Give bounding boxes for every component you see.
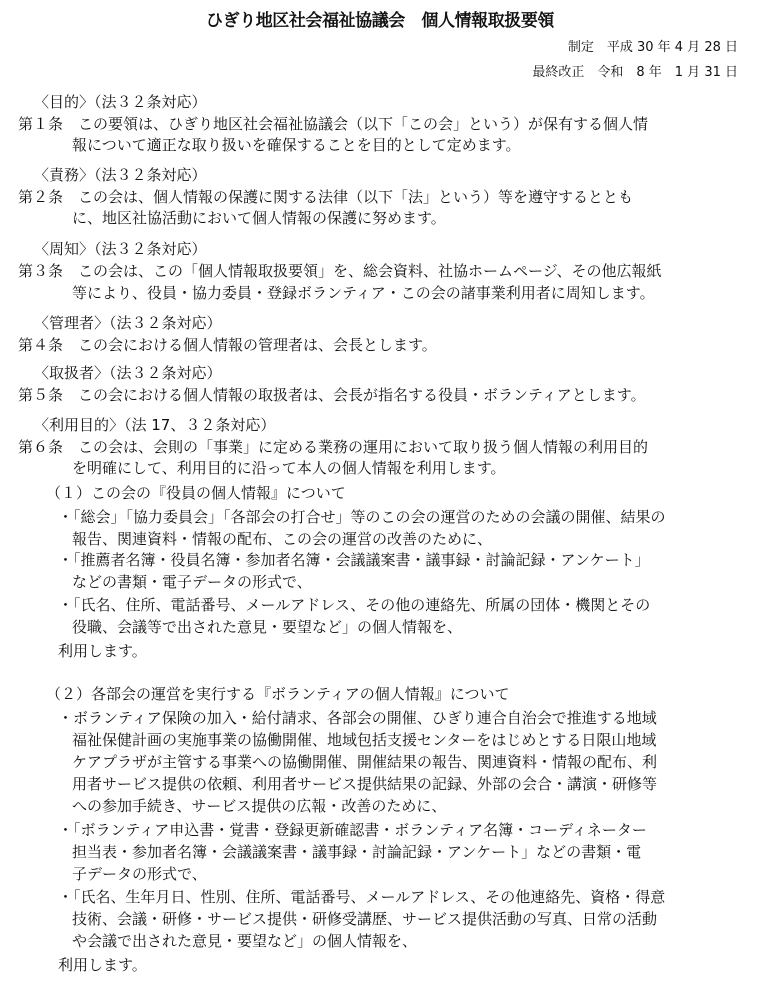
- article-heading: 〈管理者〉（法３２条対応）: [34, 314, 222, 332]
- article-text: 第３条 この会は、この「個人情報取扱要領」を、総会資料、社協ホームページ、その他広報紙: [18, 262, 662, 280]
- article-heading: 〈目的〉（法３２条対応）: [34, 93, 207, 111]
- article-text: を明確にして、利用目的に沿って本人の個人情報を利用します。: [72, 459, 506, 477]
- article-text: に、地区社協活動において個人情報の保護に努めます。: [72, 209, 446, 227]
- bullet-text: 子データの形式で、: [72, 865, 207, 883]
- bullet-text: への参加手続き、サービス提供の広報・改善のために、: [72, 797, 447, 815]
- article-text: 報について適正な取り扱いを確保することを目的として定めます。: [72, 136, 521, 154]
- bullet-text: 報告、関連資料・情報の配布、この会の運営の改善のために、: [72, 530, 493, 548]
- bullet-text: ・「ボランティア申込書・覚書・登録更新確認書・ボランティア名簿・コーディネーター: [58, 821, 647, 839]
- bullet-text: 技術、会議・研修・サービス提供・研修受講歴、サービス提供活動の写真、日常の活動: [72, 910, 658, 928]
- bullet-text: ・「氏名、住所、電話番号、メールアドレス、その他の連絡先、所属の団体・機関とその: [58, 596, 651, 614]
- article-heading: 〈利用目的〉（法 17、３２条対応）: [34, 416, 276, 434]
- article-heading: 〈取扱者〉（法３２条対応）: [34, 364, 222, 382]
- enacted-date: 制定 平成 30 年 4 月 28 日: [567, 40, 738, 55]
- bullet-text: 担当表・参加者名簿・会議議案書・議事録・討論記録・アンケート」などの書類・電: [72, 843, 642, 861]
- bullet-text: 役職、会議等で出された意見・要望など」の個人情報を、: [72, 618, 463, 636]
- bullet-text: などの書類・電子データの形式で、: [72, 573, 312, 591]
- bullet-text: ・ボランティア保険の加入・給付請求、各部会の開催、ひぎり連合自治会で推進する地域: [58, 709, 657, 727]
- bullet-text: 用者サービス提供の依頼、利用者サービス提供結果の記録、外部の会合・講演・研修等: [72, 775, 658, 793]
- article-text: 等により、役員・協力委員・登録ボランティア・この会の諸事業利用者に周知します。: [72, 284, 655, 302]
- article-text: 第２条 この会は、個人情報の保護に関する法律（以下「法」という）等を遵守するととも: [18, 188, 634, 206]
- bullet-text: や会議で出された意見・要望など」の個人情報を、: [72, 932, 418, 950]
- article-text: 第４条 この会における個人情報の管理者は、会長とします。: [18, 336, 437, 354]
- section-heading: （２）各部会の運営を実行する『ボランティアの個人情報』について: [46, 685, 510, 703]
- revised-date: 最終改正 令和 8 年 1 月 31 日: [532, 65, 738, 80]
- section-heading: （１）この会の『役員の個人情報』について: [46, 484, 346, 502]
- bullet-text: ケアプラザが主管する事業への協働開催、開催結果の報告、関連資料・情報の配布、利: [72, 753, 658, 771]
- article-heading: 〈責務〉（法３２条対応）: [34, 166, 207, 184]
- bullet-text: ・「氏名、生年月日、性別、住所、電話番号、メールアドレス、その他連絡先、資格・得意: [58, 888, 666, 906]
- use-text: 利用します。: [58, 642, 147, 660]
- article-text: 第１条 この要領は、ひぎり地区社会福祉協議会（以下「この会」という）が保有する個人情: [18, 115, 649, 133]
- bullet-text: ・「総会」「協力委員会」「各部会の打合せ」等のこの会の運営のための会議の開催、結果の: [58, 508, 666, 526]
- bullet-text: 福祉保健計画の実施事業の協働開催、地域包括支援センターをはじめとする日限山地域: [72, 731, 657, 749]
- article-text: 第６条 この会は、会則の「事業」に定める業務の運用において取り扱う個人情報の利用目的: [18, 438, 649, 456]
- use-text: 利用します。: [58, 956, 147, 974]
- article-text: 第５条 この会における個人情報の取扱者は、会長が指名する役員・ボランティアとします。: [18, 386, 646, 404]
- bullet-text: ・「推薦者名簿・役員名簿・参加者名簿・会議議案書・議事録・討論記録・アンケート」: [58, 551, 650, 569]
- article-heading: 〈周知〉（法３２条対応）: [34, 240, 207, 258]
- document-title: ひぎり地区社会福祉協議会 個人情報取扱要領: [206, 11, 554, 31]
